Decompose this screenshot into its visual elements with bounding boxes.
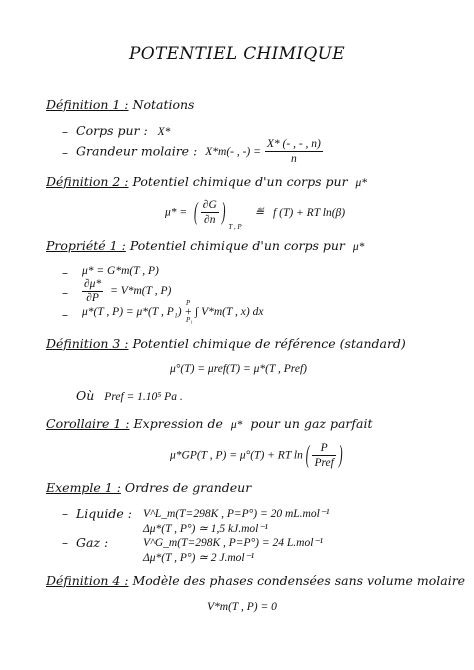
definition-2-equation: [165, 198, 345, 234]
corollary-1-heading: [46, 416, 373, 431]
partial-fraction: [201, 198, 219, 227]
liquide-line-2: Δμ*(T , P°) ≃ 1,5 kJ.mol⁻¹: [143, 523, 268, 535]
eq-defined-as: ≝: [254, 206, 265, 219]
integral-upper-bound: P: [186, 299, 191, 307]
definition-2-label: Définition 2 :: [46, 174, 129, 189]
definition-2-symbol: μ*: [355, 177, 368, 189]
example-1-heading: [46, 480, 251, 495]
bullet-dash: –: [62, 286, 68, 300]
corollary-1-equation: [170, 441, 343, 470]
definition-3-equation: μ°(T) = μref(T) = μ*(T , Pref): [170, 363, 307, 375]
fraction-numerator: ∂G: [202, 199, 217, 211]
pressure-fraction: [312, 441, 335, 470]
fraction-denominator: ∂n: [204, 214, 216, 226]
fraction-denominator: ∂P: [86, 292, 99, 304]
definition-1-label: Définition 1 :: [46, 97, 129, 112]
fraction-numerator: P: [312, 441, 335, 456]
grandeur-molaire-fraction: [265, 137, 323, 166]
bullet-dash: –: [62, 125, 68, 139]
definition-1-heading: [46, 97, 194, 112]
definition-4-equation: V*m(T , P) = 0: [207, 601, 277, 613]
example-1-text: Ordres de grandeur: [124, 480, 252, 495]
grandeur-molaire-lhs: X*m(- , -) =: [205, 145, 261, 158]
partial-fraction: [82, 278, 103, 305]
property-1-heading: [46, 238, 364, 253]
left-paren: (: [305, 442, 310, 469]
fraction-numerator: ∂μ*: [84, 278, 102, 290]
definition-2-heading: [46, 174, 367, 189]
liquide-label: Liquide :: [76, 506, 132, 521]
integral-lower-bound: P₁: [186, 316, 193, 324]
eq-lhs: μ*GP(T , P) = μ°(T) + RT ln: [170, 449, 303, 462]
bullet-dash: –: [62, 146, 68, 160]
bullet-dash: –: [62, 536, 68, 550]
property-1-line-1: μ* = G*m(T , P): [82, 265, 159, 277]
page-title: POTENTIEL CHIMIQUE: [129, 44, 345, 64]
definition-3-label: Définition 3 :: [46, 336, 129, 351]
liquide-line-1: V^L_m(T=298K , P=P°) = 20 mL.mol⁻¹: [143, 508, 330, 520]
definition-4-text: Modèle des phases condensées sans volume molaire: [132, 573, 466, 588]
bullet-dash: –: [62, 308, 68, 322]
ou-label: Où: [76, 388, 95, 403]
corps-pur-item: [76, 123, 170, 138]
corollary-1-label: Corollaire 1 :: [46, 416, 130, 431]
gaz-label: Gaz :: [76, 535, 109, 550]
ou-line: [76, 388, 183, 403]
eq-subscript: T , P: [228, 223, 242, 232]
fraction-numerator: X* (- , - , n): [266, 138, 321, 150]
property-1-text: Potentiel chimique d'un corps pur: [129, 238, 345, 253]
bullet-dash: –: [62, 266, 68, 280]
definition-2-text: Potentiel chimique d'un corps pur: [132, 174, 348, 189]
right-paren: ): [221, 199, 226, 226]
corps-pur-label: Corps pur :: [76, 123, 148, 138]
gaz-line-2: Δμ*(T , P°) ≃ 2 J.mol⁻¹: [143, 552, 255, 564]
gaz-line-1: V^G_m(T=298K , P=P°) = 24 L.mol⁻¹: [143, 537, 323, 549]
definition-4-label: Définition 4 :: [46, 573, 129, 588]
right-paren: ): [338, 442, 343, 469]
definition-3-text: Potentiel chimique de référence (standard): [132, 336, 406, 351]
corollary-1-text-2: pour un gaz parfait: [250, 416, 373, 431]
corollary-1-text: Expression de: [133, 416, 223, 431]
example-1-label: Exemple 1 :: [46, 480, 121, 495]
eq-rhs: f (T) + RT ln(β): [273, 206, 346, 219]
ou-math: Pref = 1.10⁵ Pa .: [104, 391, 183, 403]
property-1-line-3: μ*(T , P) = μ*(T , P₁) + ∫ V*m(T , x) dx: [82, 306, 264, 318]
property-1-symbol: μ*: [352, 241, 365, 253]
bullet-dash: –: [62, 507, 68, 521]
fraction-denominator: n: [291, 153, 297, 165]
definition-1-text: Notations: [132, 97, 195, 112]
definition-3-heading: [46, 336, 406, 351]
corollary-1-symbol: μ*: [230, 419, 243, 431]
left-paren: (: [194, 199, 198, 226]
property-1-label: Propriété 1 :: [46, 238, 126, 253]
grandeur-molaire-label: Grandeur molaire :: [76, 143, 198, 159]
fraction-denominator: Pref: [314, 457, 334, 469]
eq-lhs: μ* =: [165, 206, 188, 219]
line-2-rhs: = V*m(T , P): [110, 285, 172, 297]
grandeur-molaire-item: [76, 137, 323, 166]
corps-pur-math: X*: [157, 126, 171, 138]
property-1-line-2: [82, 278, 171, 305]
definition-4-heading: [46, 573, 465, 588]
